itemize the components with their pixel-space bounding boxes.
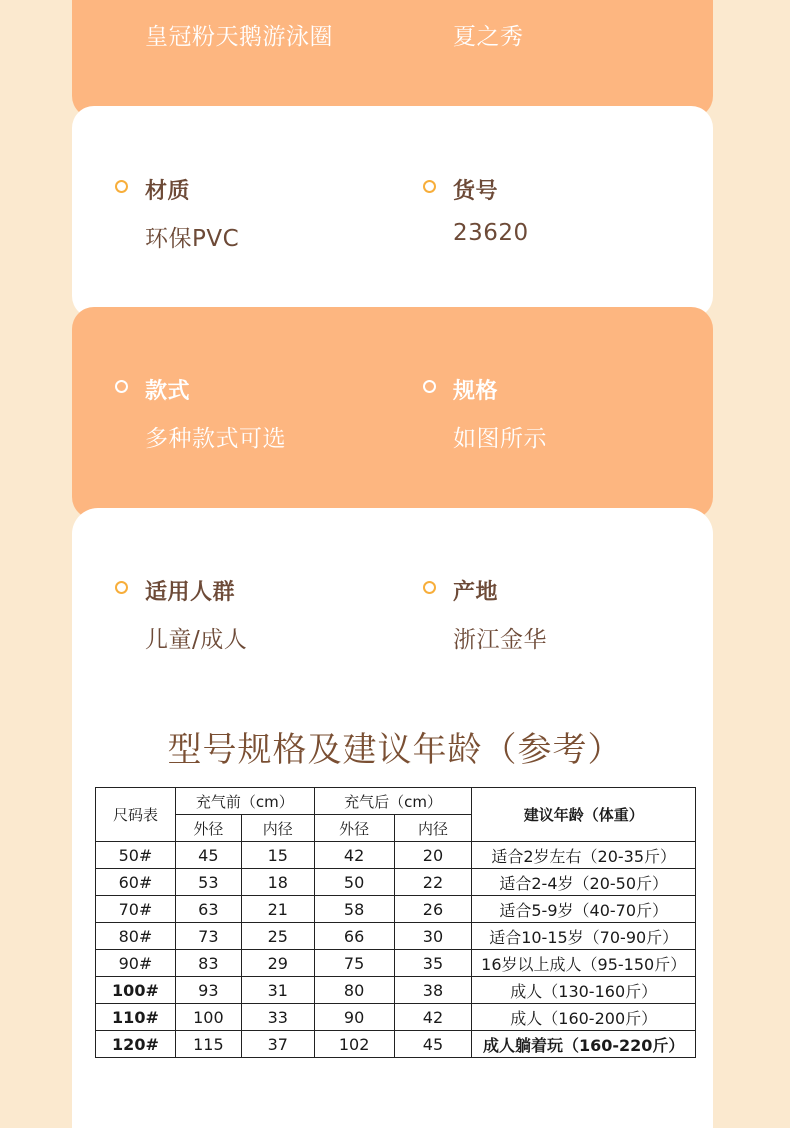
table-row xyxy=(96,869,696,896)
cell-age: 成人（130-160斤） xyxy=(472,977,696,1004)
product-card-top xyxy=(72,0,713,118)
spec-value-size-spec: 如图所示 xyxy=(453,426,547,452)
cell-after-outer: 66 xyxy=(314,923,394,950)
header-after-inflation: 充气后（cm） xyxy=(314,788,472,815)
cell-size: 100# xyxy=(96,977,176,1004)
spec-label-item-number: 货号 xyxy=(453,179,499,204)
cell-before-inner: 29 xyxy=(241,950,314,977)
bullet-circle-icon xyxy=(423,581,436,594)
cell-after-inner: 42 xyxy=(394,1004,472,1031)
cell-before-outer: 53 xyxy=(175,869,241,896)
table-row xyxy=(96,1004,696,1031)
spec-card-style xyxy=(72,307,713,519)
cell-age: 成人躺着玩（160-220斤） xyxy=(472,1031,696,1058)
cell-before-outer: 115 xyxy=(175,1031,241,1058)
cell-after-inner: 26 xyxy=(394,896,472,923)
cell-size: 80# xyxy=(96,923,176,950)
table-row xyxy=(96,950,696,977)
cell-after-outer: 102 xyxy=(314,1031,394,1058)
cell-age: 16岁以上成人（95-150斤） xyxy=(472,950,696,977)
cell-before-outer: 63 xyxy=(175,896,241,923)
spec-label-origin: 产地 xyxy=(453,580,499,605)
table-row xyxy=(96,896,696,923)
brand-name: 夏之秀 xyxy=(453,24,524,50)
table-row xyxy=(96,977,696,1004)
cell-age: 适合2岁左右（20-35斤） xyxy=(472,842,696,869)
table-row xyxy=(96,1031,696,1058)
header-inner-diameter: 内径 xyxy=(394,815,472,842)
cell-after-outer: 58 xyxy=(314,896,394,923)
header-outer-diameter: 外径 xyxy=(175,815,241,842)
spec-label-audience: 适用人群 xyxy=(145,580,236,605)
header-size-col: 尺码表 xyxy=(96,788,176,842)
header-outer-diameter: 外径 xyxy=(314,815,394,842)
cell-before-outer: 93 xyxy=(175,977,241,1004)
spec-value-material: 环保PVC xyxy=(145,226,240,252)
cell-after-inner: 38 xyxy=(394,977,472,1004)
cell-before-inner: 33 xyxy=(241,1004,314,1031)
cell-before-inner: 25 xyxy=(241,923,314,950)
cell-size: 90# xyxy=(96,950,176,977)
bullet-circle-icon xyxy=(423,180,436,193)
cell-after-inner: 22 xyxy=(394,869,472,896)
cell-before-inner: 37 xyxy=(241,1031,314,1058)
spec-label-size-spec: 规格 xyxy=(453,379,499,404)
cell-age: 适合5-9岁（40-70斤） xyxy=(472,896,696,923)
cell-size: 120# xyxy=(96,1031,176,1058)
header-inner-diameter: 内径 xyxy=(241,815,314,842)
cell-after-outer: 50 xyxy=(314,869,394,896)
spec-label-material: 材质 xyxy=(145,179,191,204)
cell-before-inner: 31 xyxy=(241,977,314,1004)
spec-label-style: 款式 xyxy=(145,379,191,404)
spec-value-audience: 儿童/成人 xyxy=(145,627,248,653)
cell-age: 适合2-4岁（20-50斤） xyxy=(472,869,696,896)
bullet-circle-icon xyxy=(115,380,128,393)
cell-before-inner: 21 xyxy=(241,896,314,923)
header-suggested-age: 建议年龄（体重） xyxy=(472,788,696,842)
header-before-inflation: 充气前（cm） xyxy=(175,788,314,815)
cell-after-outer: 90 xyxy=(314,1004,394,1031)
cell-after-outer: 80 xyxy=(314,977,394,1004)
cell-after-outer: 75 xyxy=(314,950,394,977)
cell-age: 成人（160-200斤） xyxy=(472,1004,696,1031)
spec-card-material xyxy=(72,106,713,318)
size-table xyxy=(95,787,696,1058)
cell-before-inner: 15 xyxy=(241,842,314,869)
bullet-circle-icon xyxy=(423,380,436,393)
cell-size: 70# xyxy=(96,896,176,923)
cell-size: 50# xyxy=(96,842,176,869)
cell-before-outer: 100 xyxy=(175,1004,241,1031)
spec-value-item-number: 23620 xyxy=(453,220,529,246)
cell-before-outer: 45 xyxy=(175,842,241,869)
size-table-title: 型号规格及建议年龄（参考） xyxy=(167,730,623,770)
bullet-circle-icon xyxy=(115,180,128,193)
bullet-circle-icon xyxy=(115,581,128,594)
cell-before-outer: 83 xyxy=(175,950,241,977)
cell-size: 110# xyxy=(96,1004,176,1031)
spec-value-origin: 浙江金华 xyxy=(453,627,547,653)
cell-before-outer: 73 xyxy=(175,923,241,950)
cell-before-inner: 18 xyxy=(241,869,314,896)
cell-after-inner: 35 xyxy=(394,950,472,977)
cell-after-inner: 45 xyxy=(394,1031,472,1058)
table-row xyxy=(96,842,696,869)
spec-value-style: 多种款式可选 xyxy=(145,426,286,452)
product-name: 皇冠粉天鹅游泳圈 xyxy=(145,24,333,50)
cell-age: 适合10-15岁（70-90斤） xyxy=(472,923,696,950)
table-row xyxy=(96,923,696,950)
cell-after-inner: 30 xyxy=(394,923,472,950)
cell-size: 60# xyxy=(96,869,176,896)
cell-after-inner: 20 xyxy=(394,842,472,869)
cell-after-outer: 42 xyxy=(314,842,394,869)
